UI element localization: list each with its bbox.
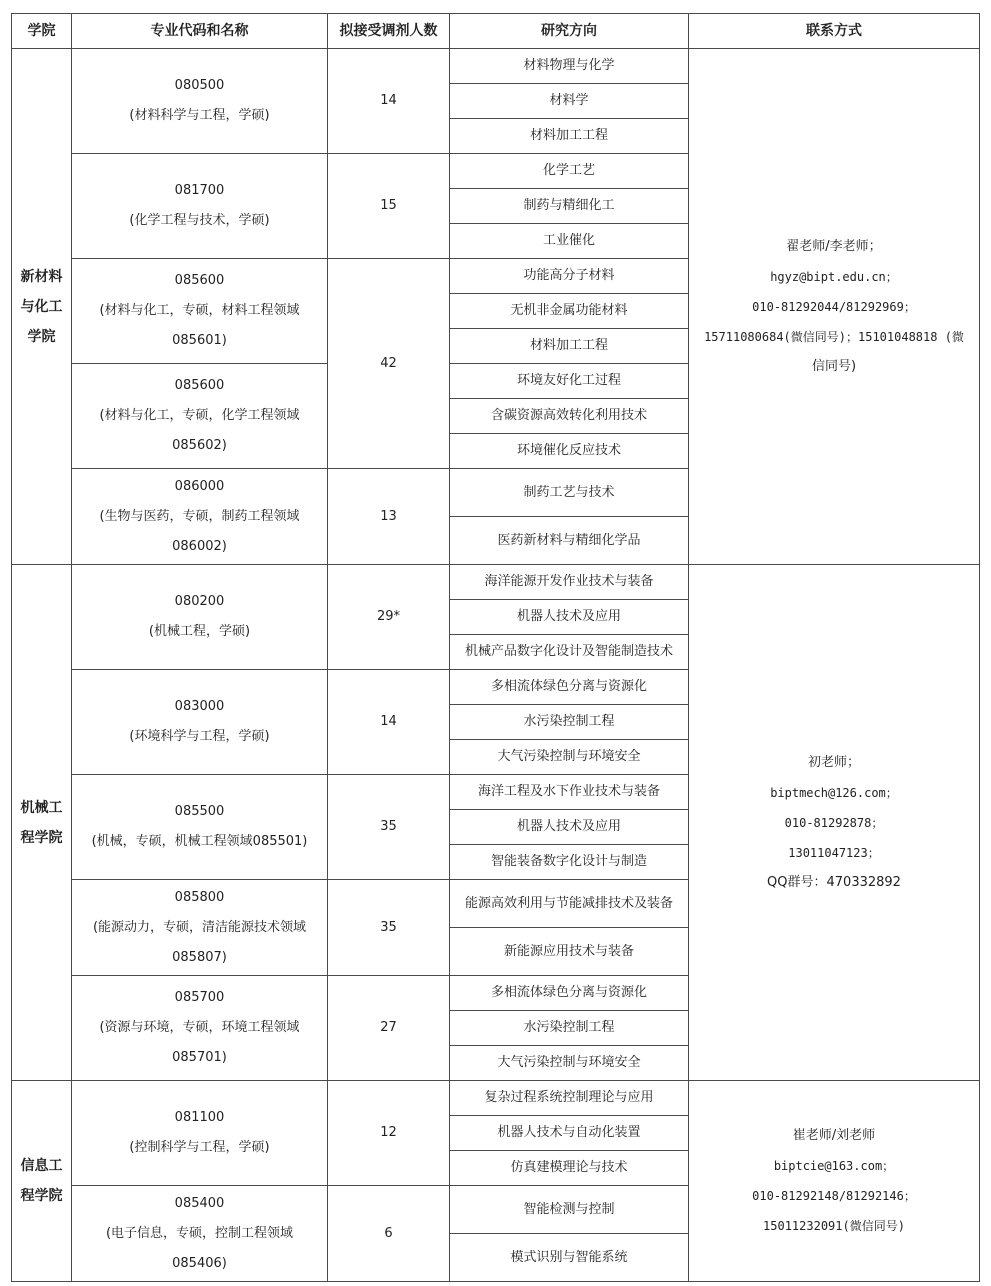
direction-cell: 水污染控制工程 [450, 705, 689, 740]
contact-cell: 崔老师/刘老师 biptcie@163.com； 010-81292148/81292146； 15011232091(微信同号) [689, 1081, 980, 1282]
col-header-contact: 联系方式 [689, 14, 980, 49]
count-cell: 35 [328, 880, 450, 976]
direction-cell: 海洋能源开发作业技术与装备 [450, 565, 689, 600]
direction-cell: 大气污染控制与环境安全 [450, 1046, 689, 1081]
direction-cell: 医药新材料与精细化学品 [450, 517, 689, 565]
major-cell: 086000 (生物与医药，专硕，制药工程领域 086002) [72, 469, 328, 565]
count-cell: 6 [328, 1186, 450, 1282]
direction-cell: 制药与精细化工 [450, 189, 689, 224]
direction-cell: 模式识别与智能系统 [450, 1234, 689, 1282]
major-cell: 085600 (材料与化工，专硕，化学工程领域 085602) [72, 364, 328, 469]
direction-cell: 水污染控制工程 [450, 1011, 689, 1046]
direction-cell: 材料加工工程 [450, 329, 689, 364]
direction-cell: 机械产品数字化设计及智能制造技术 [450, 635, 689, 670]
direction-cell: 机器人技术及应用 [450, 810, 689, 845]
direction-cell: 含碳资源高效转化利用技术 [450, 399, 689, 434]
count-cell: 27 [328, 976, 450, 1081]
major-cell: 080200 (机械工程，学硕) [72, 565, 328, 670]
adjustment-table [11, 13, 980, 1282]
count-cell: 14 [328, 670, 450, 775]
col-header-major: 专业代码和名称 [72, 14, 328, 49]
table-row [12, 1081, 980, 1116]
count-cell: 35 [328, 775, 450, 880]
direction-cell: 材料物理与化学 [450, 49, 689, 84]
direction-cell: 环境友好化工过程 [450, 364, 689, 399]
major-cell: 080500 (材料科学与工程，学硕) [72, 49, 328, 154]
direction-cell: 智能装备数字化设计与制造 [450, 845, 689, 880]
direction-cell: 多相流体绿色分离与资源化 [450, 976, 689, 1011]
direction-cell: 多相流体绿色分离与资源化 [450, 670, 689, 705]
major-cell: 083000 (环境科学与工程，学硕) [72, 670, 328, 775]
direction-cell: 仿真建模理论与技术 [450, 1151, 689, 1186]
direction-cell: 无机非金属功能材料 [450, 294, 689, 329]
count-cell: 15 [328, 154, 450, 259]
count-cell: 14 [328, 49, 450, 154]
table-row [12, 565, 980, 600]
major-cell: 085600 (材料与化工，专硕，材料工程领域 085601) [72, 259, 328, 364]
col-header-count: 拟接受调剂人数 [328, 14, 450, 49]
direction-cell: 工业催化 [450, 224, 689, 259]
direction-cell: 大气污染控制与环境安全 [450, 740, 689, 775]
direction-cell: 机器人技术与自动化装置 [450, 1116, 689, 1151]
direction-cell: 机器人技术及应用 [450, 600, 689, 635]
direction-cell: 材料学 [450, 84, 689, 119]
count-cell: 29* [328, 565, 450, 670]
college-cell: 信息工 程学院 [12, 1081, 72, 1282]
count-cell: 42 [328, 259, 450, 469]
col-header-direction: 研究方向 [450, 14, 689, 49]
major-cell: 085700 (资源与环境，专硕，环境工程领域 085701) [72, 976, 328, 1081]
major-cell: 081700 (化学工程与技术，学硕) [72, 154, 328, 259]
direction-cell: 海洋工程及水下作业技术与装备 [450, 775, 689, 810]
major-cell: 085800 (能源动力，专硕，清洁能源技术领域 085807) [72, 880, 328, 976]
college-cell: 机械工 程学院 [12, 565, 72, 1081]
contact-cell: 翟老师/李老师； hgyz@bipt.edu.cn； 010-81292044/81292969； 15711080684(微信同号)；15101048818 (微 信同号) [689, 49, 980, 565]
direction-cell: 新能源应用技术与装备 [450, 928, 689, 976]
direction-cell: 环境催化反应技术 [450, 434, 689, 469]
col-header-college: 学院 [12, 14, 72, 49]
direction-cell: 复杂过程系统控制理论与应用 [450, 1081, 689, 1116]
count-cell: 12 [328, 1081, 450, 1186]
direction-cell: 智能检测与控制 [450, 1186, 689, 1234]
direction-cell: 功能高分子材料 [450, 259, 689, 294]
direction-cell: 材料加工工程 [450, 119, 689, 154]
major-cell: 081100 (控制科学与工程，学硕) [72, 1081, 328, 1186]
table-row [12, 49, 980, 84]
header-row [12, 14, 980, 49]
college-cell: 新材料 与化工 学院 [12, 49, 72, 565]
contact-cell: 初老师； biptmech@126.com； 010-81292878； 13011047123； QQ群号：470332892 [689, 565, 980, 1081]
direction-cell: 能源高效利用与节能减排技术及装备 [450, 880, 689, 928]
direction-cell: 化学工艺 [450, 154, 689, 189]
major-cell: 085500 (机械，专硕，机械工程领域085501) [72, 775, 328, 880]
major-cell: 085400 (电子信息，专硕，控制工程领域 085406) [72, 1186, 328, 1282]
direction-cell: 制药工艺与技术 [450, 469, 689, 517]
count-cell: 13 [328, 469, 450, 565]
